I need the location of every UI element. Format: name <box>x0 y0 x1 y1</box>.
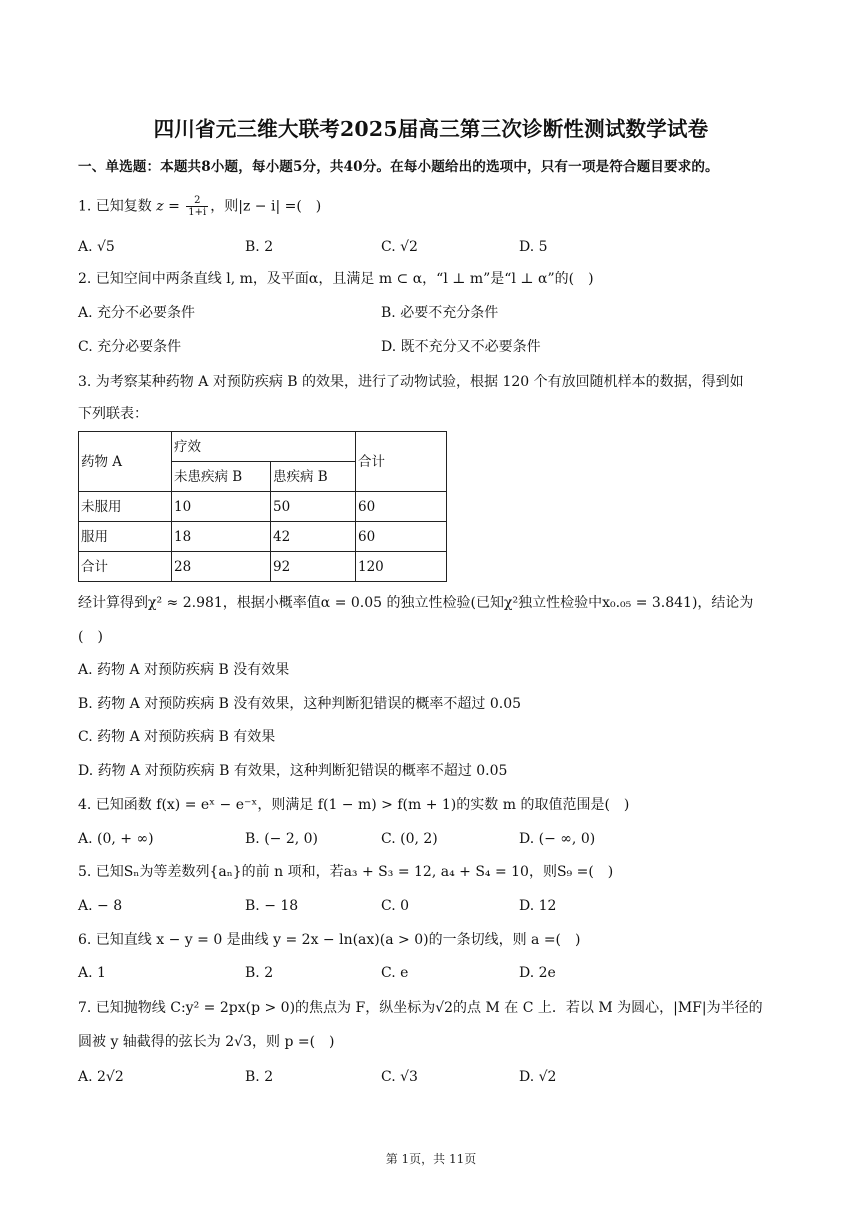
contingency-table <box>78 431 447 582</box>
q1-option-b: B. 2 <box>245 239 274 255</box>
question-7-line-2: 圆被 y 轴截得的弦长为 2√3，则 p =( ) <box>78 1034 335 1050</box>
table-header-drug: 药物 A <box>79 432 172 492</box>
q5-option-b: B. − 18 <box>245 898 299 914</box>
table-row <box>79 552 447 582</box>
q1-var: z <box>156 198 164 215</box>
page-footer: 第 1页，共 11页 <box>385 1152 477 1166</box>
table-cell: 42 <box>271 522 356 552</box>
q3-option-d: D. 药物 A 对预防疾病 B 有效果，这种判断犯错误的概率不超过 0.05 <box>78 763 508 779</box>
table-row <box>79 522 447 552</box>
page-title: 四川省元三维大联考2025届高三第三次诊断性测试数学试卷 <box>153 117 709 141</box>
table-cell: 92 <box>271 552 356 582</box>
question-3-line-1: 3. 为考察某种药物 A 对预防疾病 B 的效果，进行了动物试验，根据 120 个有放回随机样本的数据，得到如 <box>78 374 744 390</box>
q6-option-d: D. 2e <box>519 965 556 981</box>
q2-option-b: B. 必要不充分条件 <box>381 305 499 321</box>
question-3-line-4: ( ) <box>78 629 103 645</box>
table-header-disease: 患疾病 B <box>271 462 356 492</box>
q5-option-d: D. 12 <box>519 898 557 914</box>
question-7-line-1: 7. 已知抛物线 C:y² = 2px(p > 0)的焦点为 F，纵坐标为√2的点 M 在 C 上．若以 M 为圆心，|MF|为半径的 <box>78 1000 763 1016</box>
q1-option-c: C. √2 <box>381 239 418 255</box>
q6-option-a: A. 1 <box>78 965 106 981</box>
table-cell: 60 <box>356 492 447 522</box>
q5-option-c: C. 0 <box>381 898 410 914</box>
table-cell: 10 <box>172 492 271 522</box>
q4-option-a: A. (0, + ∞) <box>78 831 154 847</box>
q3-option-c: C. 药物 A 对预防疾病 B 有效果 <box>78 729 276 745</box>
q3-option-b: B. 药物 A 对预防疾病 B 没有效果，这种判断犯错误的概率不超过 0.05 <box>78 696 522 712</box>
section-heading: 一、单选题：本题共8小题，每小题5分，共40分。在每小题给出的选项中，只有一项是符合题目要求的。 <box>78 159 719 175</box>
q2-option-c: C. 充分必要条件 <box>78 339 182 355</box>
q7-option-b: B. 2 <box>245 1069 274 1085</box>
table-row <box>79 492 447 522</box>
table-header-no-disease: 未患疾病 B <box>172 462 271 492</box>
q4-option-d: D. (− ∞, 0) <box>519 831 596 847</box>
table-cell: 28 <box>172 552 271 582</box>
table-header-total: 合计 <box>356 432 447 492</box>
table-cell: 50 <box>271 492 356 522</box>
q1-fraction <box>186 195 208 218</box>
table-cell: 120 <box>356 552 447 582</box>
q1-suffix: ，则|z − i| =( ) <box>210 198 322 215</box>
q7-option-a: A. 2√2 <box>78 1069 124 1085</box>
table-header-effect: 疗效 <box>172 432 356 462</box>
question-1: 1. 已知复数 z = $\frac{2}{1+i}$ ，则|z − i| =( ) <box>78 195 322 218</box>
q7-option-c: C. √3 <box>381 1069 418 1085</box>
question-3-line-2: 下列联表： <box>78 406 148 422</box>
q6-option-b: B. 2 <box>245 965 274 981</box>
q4-option-c: C. (0, 2) <box>381 831 438 847</box>
question-5: 5. 已知Sₙ为等差数列{aₙ}的前 n 项和，若a₃ + S₃ = 12, a₄ + S₄ = 10，则S₉ =( ) <box>78 864 614 880</box>
question-3-line-3: 经计算得到χ² ≈ 2.981，根据小概率值α = 0.05 的独立性检验(已知χ²独立性检验中x₀.₀₅ = 3.841)，结论为 <box>78 595 754 611</box>
table-cell: 服用 <box>79 522 172 552</box>
question-4: 4. 已知函数 f(x) = eˣ − e⁻ˣ，则满足 f(1 − m) > f(m + 1)的实数 m 的取值范围是( ) <box>78 797 630 813</box>
q5-option-a: A. − 8 <box>78 898 123 914</box>
q2-option-a: A. 充分不必要条件 <box>78 305 196 321</box>
q3-option-a: A. 药物 A 对预防疾病 B 没有效果 <box>78 662 290 678</box>
q6-option-c: C. e <box>381 965 409 981</box>
q1-option-d: D. 5 <box>519 239 548 255</box>
q4-option-b: B. (− 2, 0) <box>245 831 319 847</box>
table-cell: 未服用 <box>79 492 172 522</box>
q1-prefix: 1. 已知复数 <box>78 198 157 215</box>
q1-option-a: A. √5 <box>78 239 115 255</box>
question-2: 2. 已知空间中两条直线 l, m，及平面α，且满足 m ⊂ α，“l ⊥ m”是“l ⊥ α”的( ) <box>78 271 594 287</box>
table-cell: 合计 <box>79 552 172 582</box>
table-cell: 60 <box>356 522 447 552</box>
q2-option-d: D. 既不充分又不必要条件 <box>381 339 541 355</box>
q7-option-d: D. √2 <box>519 1069 557 1085</box>
q1-frac-den: 1+i <box>188 207 207 218</box>
question-6: 6. 已知直线 x − y = 0 是曲线 y = 2x − ln(ax)(a > 0)的一条切线，则 a =( ) <box>78 932 581 948</box>
table-cell: 18 <box>172 522 271 552</box>
q1-frac-num: 2 <box>186 195 208 207</box>
